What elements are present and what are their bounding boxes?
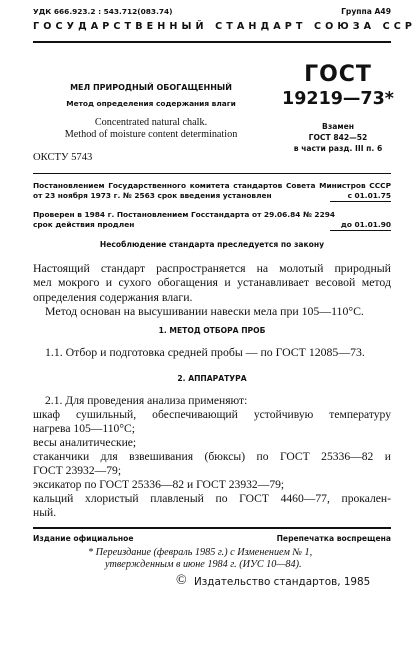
- effective-date-underline: [330, 201, 391, 202]
- apparatus-line: стаканчики для взвешивания (бюксы) по ГОСТ 25336—82 и: [33, 450, 391, 463]
- decree-line1: Постановлением Государственного комитета стандартов Совета Министров СССР: [33, 181, 391, 190]
- reprint-notice: Перепечатка воспрещена: [276, 534, 391, 543]
- official-edition-label: Издание официальное: [33, 534, 134, 543]
- effective-date: с 01.01.75: [347, 191, 391, 200]
- apparatus-line: весы аналитические;: [33, 436, 137, 449]
- section1-heading: 1. МЕТОД ОТБОРА ПРОБ: [158, 326, 266, 335]
- intro-line1: Настоящий стандарт распространяется на молотый природный: [33, 261, 391, 275]
- apparatus-line: ный.: [33, 506, 57, 519]
- state-standard-banner: ГОСУДАРСТВЕННЫЙ СТАНДАРТ СОЮЗА ССР: [33, 21, 417, 32]
- group-code: Группа А49: [341, 7, 391, 16]
- reissue-note-line2: утвержденным в июне 1984 г. (ИУС 10—84).: [105, 559, 302, 570]
- intro-line3: определения содержания влаги.: [33, 290, 193, 304]
- okstu-code: ОКСТУ 5743: [33, 152, 93, 163]
- replaces-label: Взамен: [322, 122, 354, 131]
- apparatus-intro: 2.1. Для проведения анализа применяют:: [45, 394, 248, 407]
- section1-item: 1.1. Отбор и подготовка средней пробы — по ГОСТ 12085—73.: [45, 345, 365, 359]
- english-title-line2: Method of moisture content determination: [64, 129, 238, 140]
- udk-code: УДК 666.923.2 : 543.712(083.74): [33, 7, 173, 16]
- extended-date-underline: [330, 230, 391, 231]
- document-title: МЕЛ ПРИРОДНЫЙ ОБОГАЩЕННЫЙ: [70, 83, 232, 92]
- english-title-line1: Concentrated natural chalk.: [94, 117, 208, 128]
- document-subtitle: Метод определения содержания влаги: [66, 99, 236, 108]
- apparatus-line: эксикатор по ГОСТ 25336—82 и ГОСТ 23932—79;: [33, 478, 285, 491]
- gost-label: ГОСТ: [304, 62, 372, 87]
- apparatus-line: нагрева 105—110°С;: [33, 422, 135, 435]
- legal-warning: Несоблюдение стандарта преследуется по закону: [99, 240, 325, 249]
- extended-date: до 01.01.90: [340, 220, 391, 229]
- copyright-text: Издательство стандартов, 1985: [194, 576, 371, 588]
- footer-rule: [33, 527, 391, 529]
- copyright-symbol: ©: [176, 573, 187, 588]
- check-line2: срок действия продлен: [33, 220, 135, 229]
- apparatus-line: шкаф сушильный, обеспечивающий устойчивую температуру: [33, 408, 391, 421]
- replaced-standard: ГОСТ 842—52: [308, 133, 368, 142]
- apparatus-line: ГОСТ 23932—79;: [33, 464, 122, 477]
- method-basis: Метод основан на высушивании навески мела при 105—110°С.: [45, 304, 364, 318]
- reissue-note-line1: * Переиздание (февраль 1985 г.) с Изменением № 1,: [88, 547, 313, 558]
- gost-number: 19219—73*: [282, 89, 394, 109]
- section2-heading: 2. АППАРАТУРА: [177, 374, 247, 383]
- decree-line2: от 23 ноября 1973 г. № 2563 срок введения установлен: [33, 191, 272, 200]
- intro-line2: мел мокрого и сухого обогащения и устанавливает весовой метод: [33, 275, 391, 289]
- check-line1: Проверен в 1984 г. Постановлением Госстандарта от 29.06.84 № 2294: [33, 210, 335, 219]
- replaced-section: в части разд. III п. 6: [293, 144, 383, 153]
- top-rule: [33, 41, 391, 43]
- apparatus-line: кальций хлористый плавленый по ГОСТ 4460—77, прокален-: [33, 492, 391, 505]
- title-rule: [33, 173, 391, 174]
